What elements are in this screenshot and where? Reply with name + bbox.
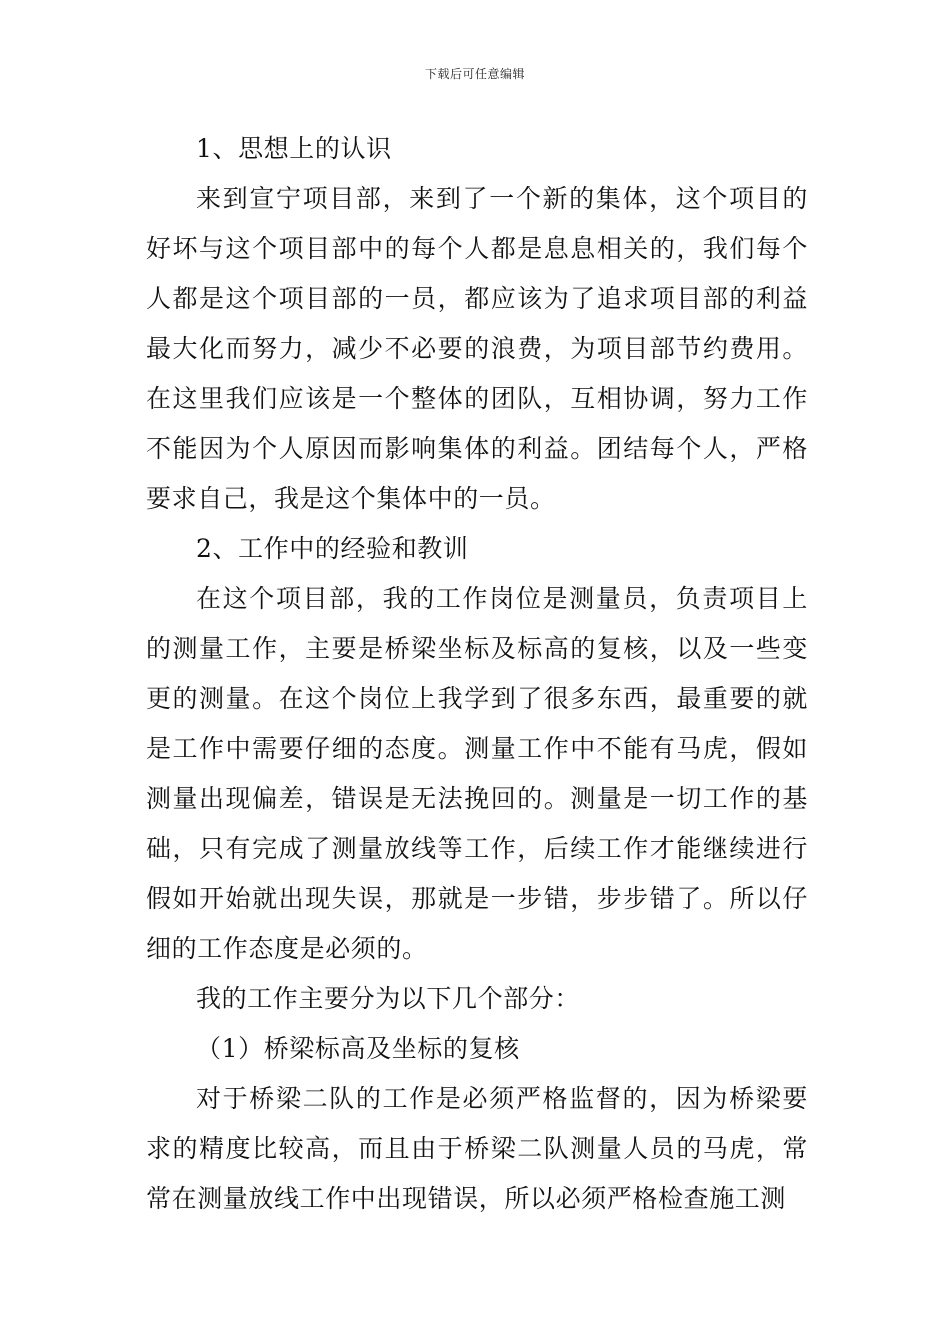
document-body [146, 124, 808, 1224]
paragraph: 来到宣宁项目部，来到了一个新的集体，这个项目的好坏与这个项目部中的每个人都是息息相关的，我们每个人都是这个项目部的一员，都应该为了追求项目部的利益最大化而努力，减少不必要的浪费，为项目部节约费用。在这里我们应该是一个整体的团队，互相协调，努力工作不能因为个人原因而影响集体的利益。团结每个人，严格要求自己，我是这个集体中的一员。 [146, 184, 808, 513]
section-heading-2: 2、工作中的经验和教训 [196, 534, 469, 563]
section-heading-1: 1、思想上的认识 [196, 134, 392, 163]
paragraph: 在这个项目部，我的工作岗位是测量员，负责项目上的测量工作，主要是桥梁坐标及标高的复核，以及一些变更的测量。在这个岗位上我学到了很多东西，最重要的就是工作中需要仔细的态度。测量工作中不能有马虎，假如测量出现偏差，错误是无法挽回的。测量是一切工作的基础，只有完成了测量放线等工作，后续工作才能继续进行假如开始就出现失误，那就是一步错，步步错了。所以仔细的工作态度是必须的。 [146, 584, 808, 963]
page-header-note: 下载后可任意编辑 [424, 67, 525, 81]
paragraph: 对于桥梁二队的工作是必须严格监督的，因为桥梁要求的精度比较高，而且由于桥梁二队测量人员的马虎，常常在测量放线工作中出现错误，所以必须严格检查施工测 [146, 1084, 808, 1213]
subsection-heading-1: （1）桥梁标高及坐标的复核 [196, 1034, 520, 1063]
paragraph: 我的工作主要分为以下几个部分： [196, 984, 581, 1013]
